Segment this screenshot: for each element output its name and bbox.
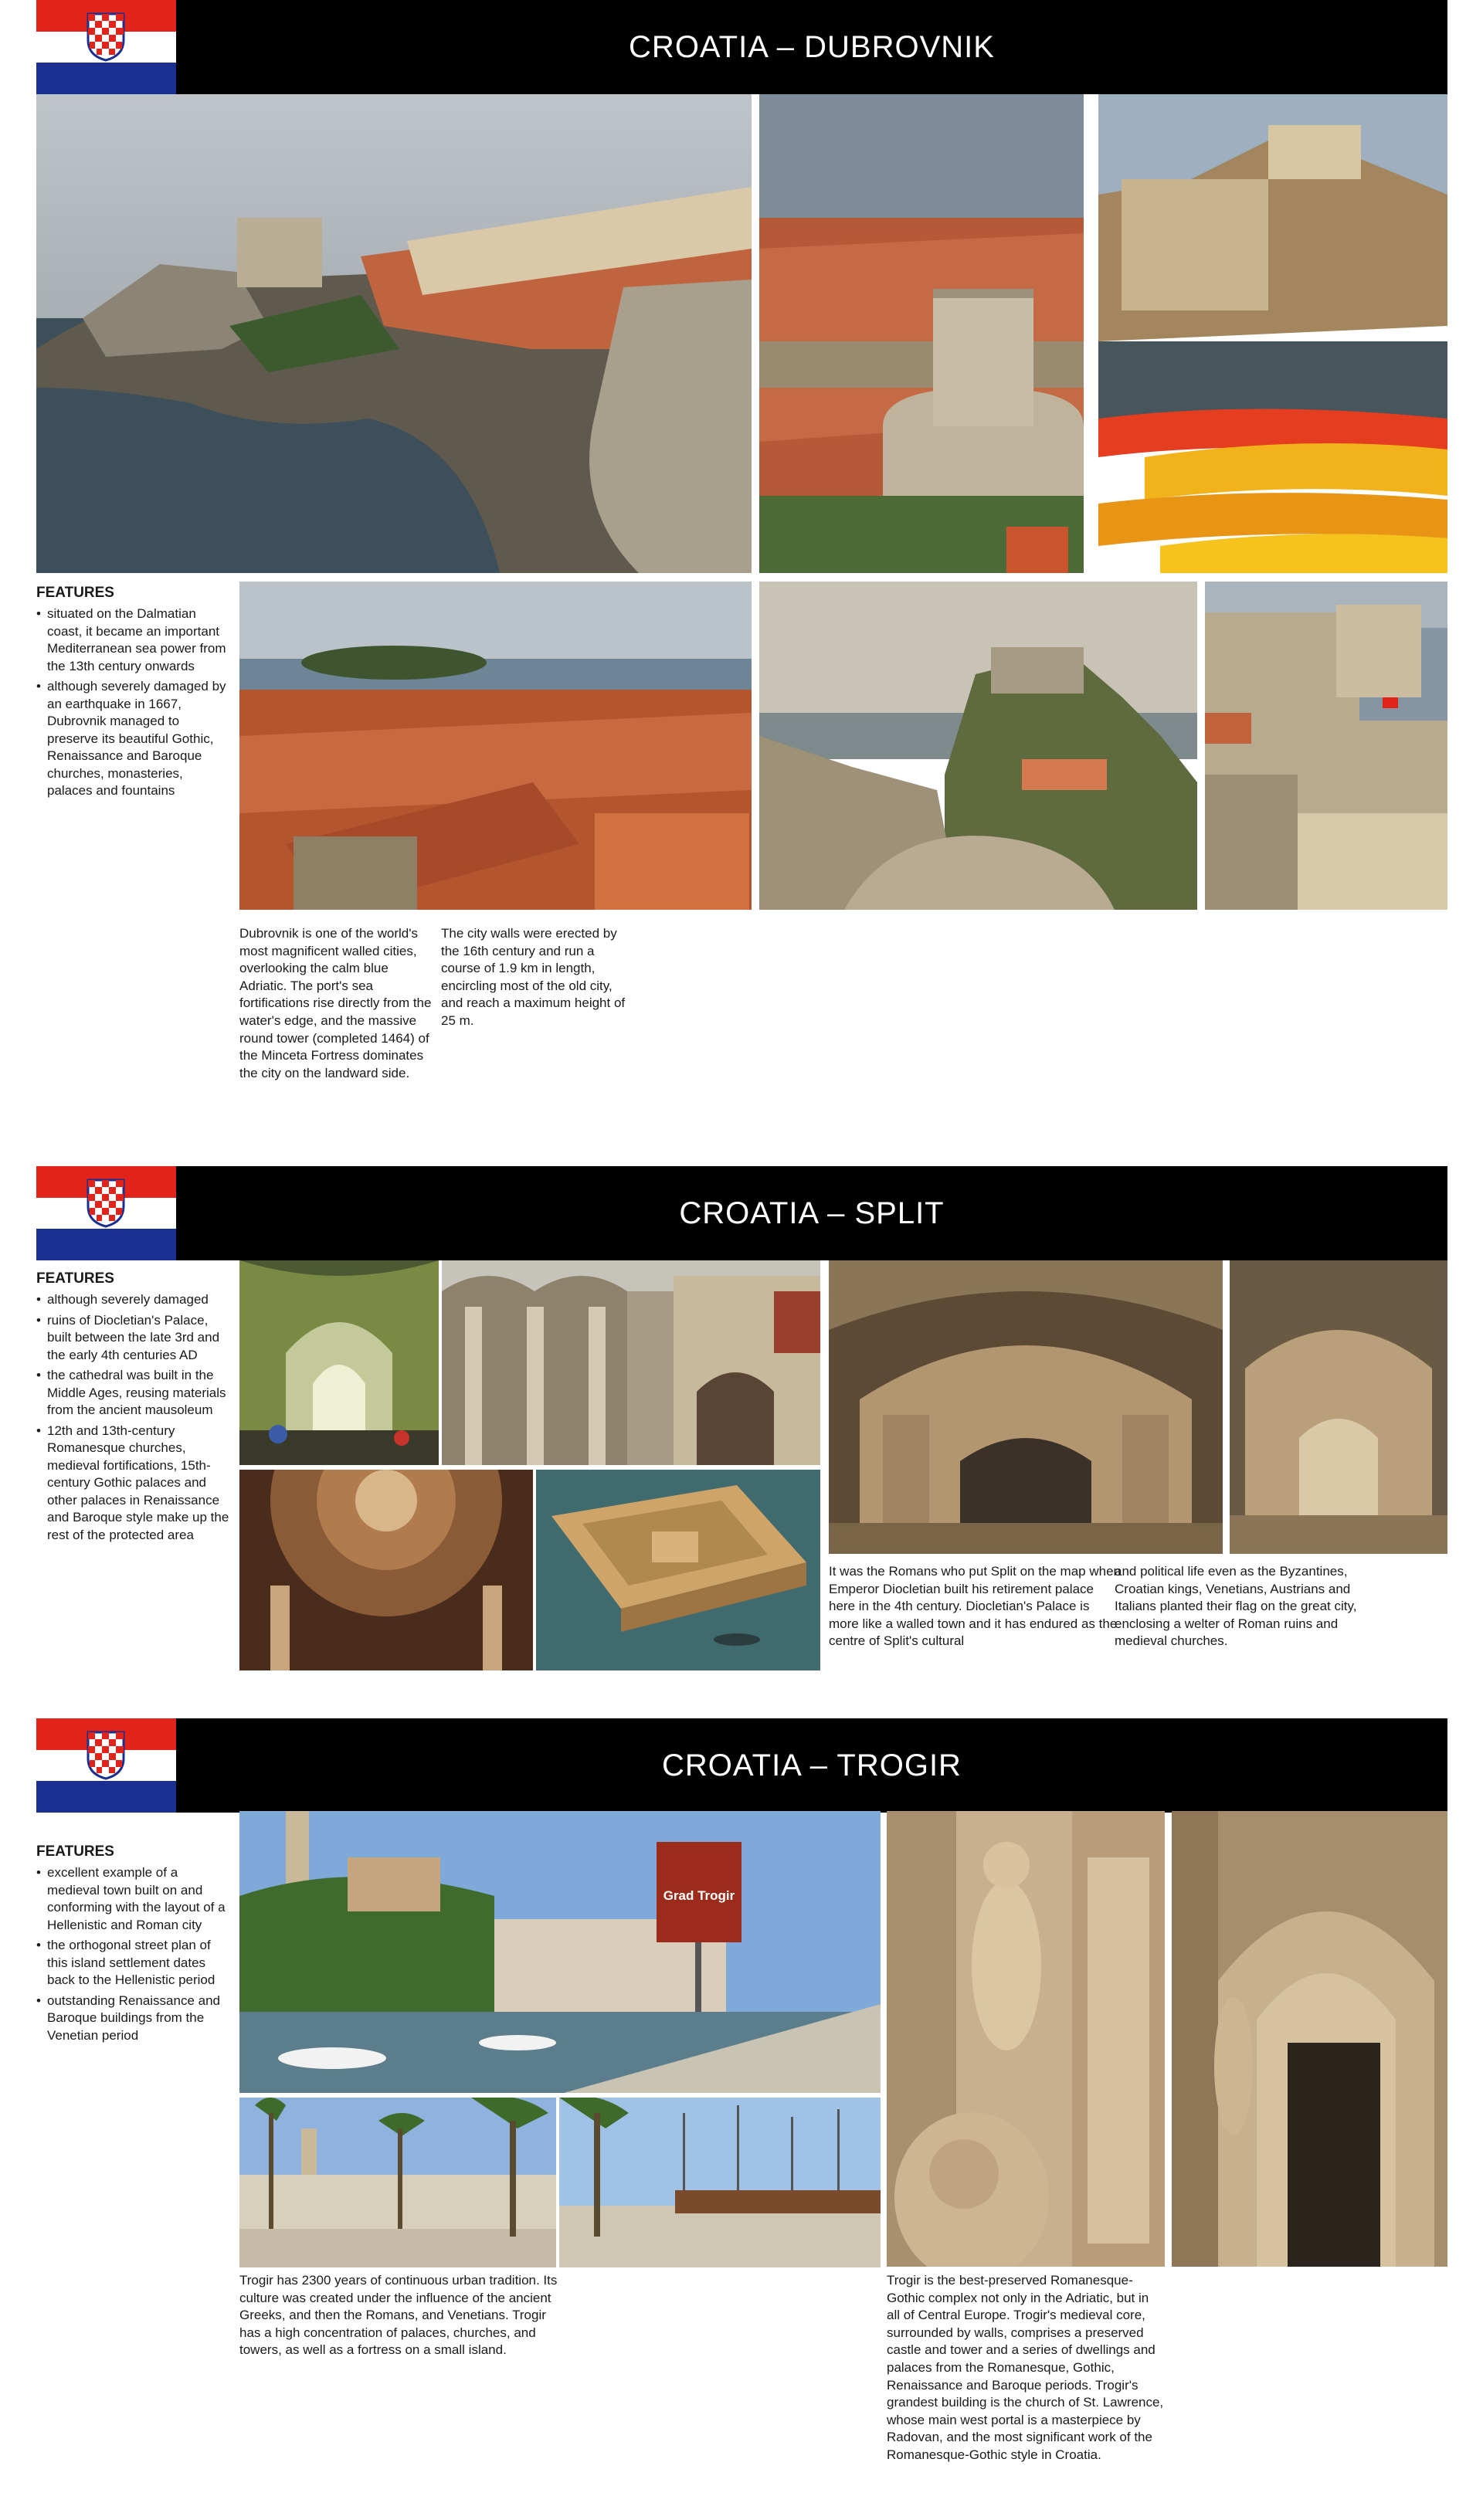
photo-split-substructure-hall (829, 1260, 1223, 1554)
croatian-coat-of-arms-icon (86, 1729, 126, 1780)
features-list-trogir (36, 1864, 229, 2047)
caption-trogir-left: Trogir has 2300 years of continuous urban tradition. Its culture was created under the influence of the ancient Greeks, and then the Romans, and Venetians. Trogir has a high concentration of palaces, churches, and towers, as well as a fortress on a small island. (239, 2273, 558, 2358)
photo-trogir-promenade-palms (239, 2098, 556, 2267)
feature-item: • although severely damaged by an earthquake in 1667, Dubrovnik managed to preserve its beautiful Gothic, Renaissance and Baroque churches, monasteries, palaces and fountains (36, 678, 229, 800)
croatian-coat-of-arms-icon (86, 11, 126, 62)
caption-split-right: and political life even as the Byzantines, Croatian kings, Venetians, Austrians and Italians planted their flag on the great city, enclosing a welter of Roman ruins and medieval churches. (1115, 1564, 1357, 1649)
photo-dubrovnik-fortress-coast (36, 94, 752, 573)
croatia-flag (36, 1166, 176, 1260)
croatian-coat-of-arms-icon (86, 1177, 126, 1228)
photo-dubrovnik-minceta-tower (759, 94, 1084, 573)
feature-item: • situated on the Dalmatian coast, it became an important Mediterranean sea power from the 13th century onwards (36, 605, 229, 675)
feature-item: • although severely damaged (36, 1291, 229, 1309)
photo-split-vaulted-passage (239, 1260, 439, 1465)
feature-item: • outstanding Renaissance and Baroque buildings from the Venetian period (36, 1993, 229, 2045)
photo-trogir-waterfront-sign (239, 1811, 881, 2093)
photo-split-palace-model (536, 1470, 820, 1670)
caption-dubrovnik-left: Dubrovnik is one of the world's most magnificent walled cities, overlooking the calm blue Adriatic. The port's sea fortifications rise directly from the water's edge, and the massive round tower (completed 1464) of the Minceta Fortress dominates the city on the landward side. (239, 926, 432, 1080)
caption-split-left: It was the Romans who put Split on the map when Emperor Diocletian built his retirement palace here in the 4th century. Diocletian's Palace is more like a walled town and it has endured as the centre of Split's cultural (829, 1564, 1121, 1649)
photo-dubrovnik-walls-fort (759, 582, 1197, 910)
croatia-flag (36, 0, 176, 94)
section-title-trogir: CROATIA – TROGIR (176, 1718, 1447, 1813)
photo-split-cellar-arches (1230, 1260, 1447, 1554)
feature-item: • excellent example of a medieval town built on and conforming with the layout of a Hellenistic and Roman city (36, 1864, 229, 1934)
feature-item: • 12th and 13th-century Romanesque churches, medieval fortifications, 15th-century Gothic palaces and other palaces in Renaissance and Baroque style make up the rest of the protected area (36, 1423, 229, 1545)
caption-dubrovnik-right: The city walls were erected by the 16th century and run a course of 1.9 km in length, encircling most of the old city, and reach a maximum height of 25 m. (441, 926, 626, 1028)
photo-dubrovnik-city-walls-flag (1205, 582, 1447, 910)
feature-item: • ruins of Diocletian's Palace, built between the late 3rd and the early 4th centuries AD (36, 1312, 229, 1365)
feature-item: • the orthogonal street plan of this island settlement dates back to the Hellenistic period (36, 1937, 229, 1989)
features-heading-split: FEATURES (36, 1270, 114, 1287)
features-list-dubrovnik (36, 605, 229, 803)
photo-dubrovnik-rooftops-lokrum (239, 582, 752, 910)
grad-trogir-sign: Grad Trogir (663, 1888, 735, 1903)
section-title-split: CROATIA – SPLIT (176, 1166, 1447, 1260)
features-list-split (36, 1291, 229, 1547)
features-heading-trogir: FEATURES (36, 1843, 114, 1860)
photo-dubrovnik-lovrijenac-kayaks (1098, 94, 1447, 573)
photo-trogir-harbour-boats (559, 2098, 881, 2267)
photo-trogir-portal-statue-lion (887, 1811, 1165, 2267)
caption-trogir-right: Trogir is the best-preserved Romanesque-Gothic complex not only in the Adriatic, but in all of Central Europe. Trogir's medieval core, surrounded by walls, comprises a preserved castle and tower and a series of dwellings and palaces from the Romanesque, Gothic, Renaissance and Baroque periods. Trogir's grandest building is the church of St. Lawrence, whose main west portal is a masterpiece by Radovan, and the most significant work of the Romanesque-Gothic style in Croatia. (887, 2273, 1164, 2462)
photo-split-peristyle-columns (442, 1260, 820, 1465)
photo-split-cathedral-dome (239, 1470, 533, 1670)
features-heading-dubrovnik: FEATURES (36, 585, 114, 601)
croatia-flag (36, 1718, 176, 1813)
feature-item: • the cathedral was built in the Middle Ages, reusing materials from the ancient mausoleum (36, 1367, 229, 1419)
section-title-dubrovnik: CROATIA – DUBROVNIK (176, 0, 1447, 94)
photo-trogir-radovan-portal (1172, 1811, 1447, 2267)
